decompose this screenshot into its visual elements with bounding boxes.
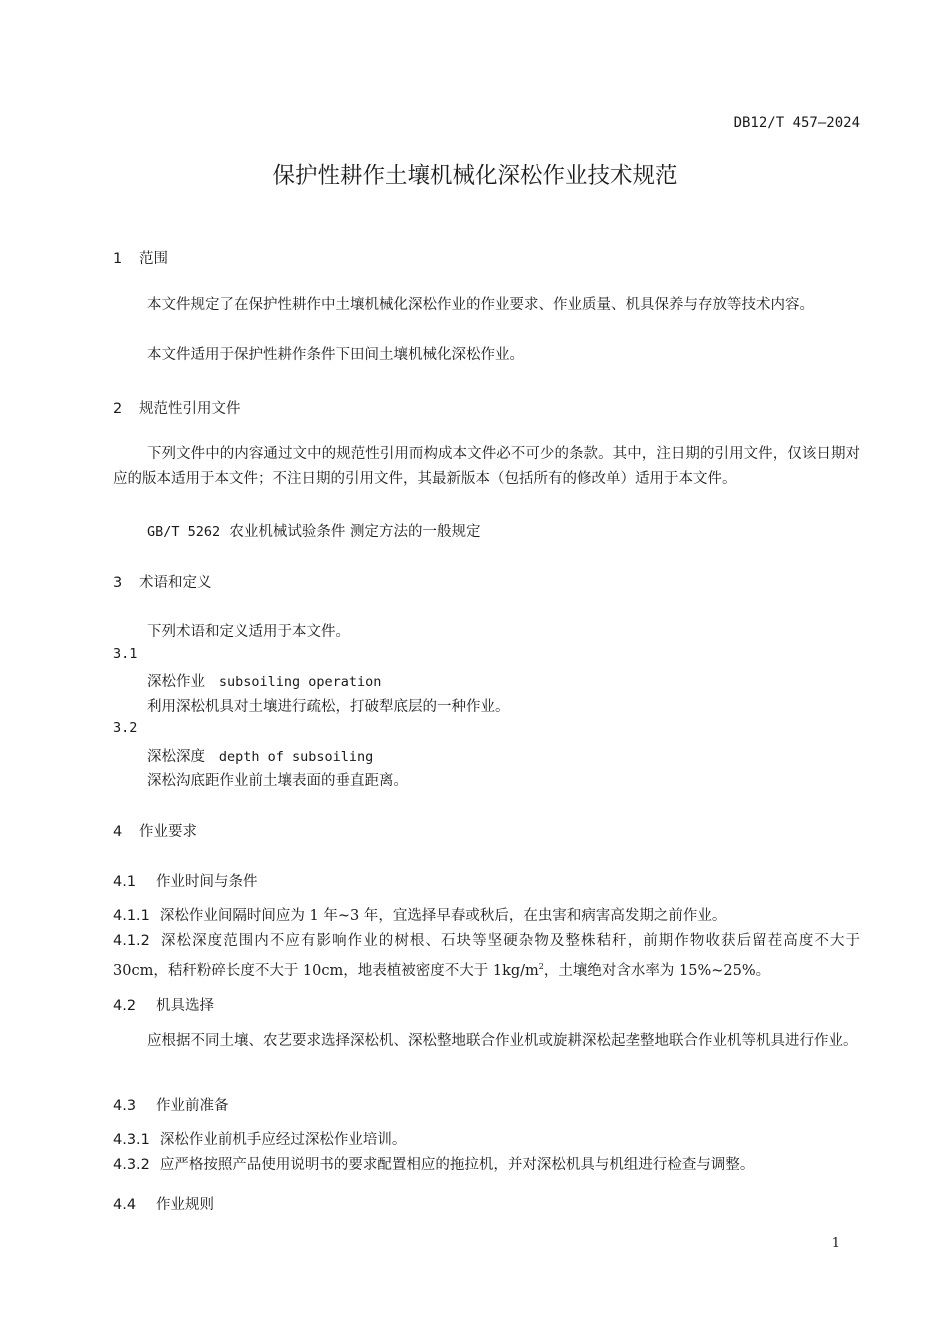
section-4-3-heading bbox=[113, 1094, 229, 1115]
clause-text: 深松作业间隔时间应为 1 年~3 年，宜选择早春或秋后，在虫害和病害高发期之前作业。 bbox=[159, 908, 727, 924]
section-1-paragraph-2: 本文件适用于保护性耕作条件下田间土壤机械化深松作业。 bbox=[147, 347, 524, 363]
section-4-heading bbox=[113, 820, 197, 841]
section-title: 作业前准备 bbox=[156, 1098, 229, 1114]
section-title: 术语和定义 bbox=[139, 575, 212, 591]
section-title: 范围 bbox=[139, 251, 168, 267]
section-4-4-heading bbox=[113, 1193, 214, 1214]
term-2-definition: 深松沟底距作业前土壤表面的垂直距离。 bbox=[147, 773, 408, 789]
section-2-heading bbox=[113, 397, 241, 418]
clause-4-1-2 bbox=[113, 929, 860, 984]
clause-4-1-1 bbox=[113, 904, 860, 929]
term-2-number: 3.2 bbox=[113, 720, 138, 736]
section-number: 4.1 bbox=[113, 874, 137, 890]
section-number: 4.2 bbox=[113, 998, 137, 1014]
document-title: 保护性耕作土壤机械化深松作业技术规范 bbox=[272, 163, 678, 189]
section-number: 4.3 bbox=[113, 1098, 137, 1114]
section-4-1-heading bbox=[113, 870, 258, 891]
superscript: 2 bbox=[538, 962, 544, 971]
term-2-heading bbox=[147, 745, 373, 766]
section-4-2-paragraph: 应根据不同土壤、农艺要求选择深松机、深松整地联合作业机或旋耕深松起垄整地联合作业机等机具进行作业。 bbox=[147, 1033, 858, 1049]
section-number: 3 bbox=[113, 575, 123, 591]
section-title: 规范性引用文件 bbox=[139, 401, 241, 417]
clause-4-3-2 bbox=[113, 1153, 860, 1178]
clause-text: 应严格按照产品使用说明书的要求配置相应的拖拉机，并对深松机具与机组进行检查与调整。 bbox=[159, 1157, 755, 1173]
section-number: 4.4 bbox=[113, 1197, 137, 1213]
term-2-name: 深松深度 bbox=[147, 749, 205, 765]
reference-title: 农业机械试验条件 测定方法的一般规定 bbox=[229, 524, 481, 540]
section-3-heading bbox=[113, 571, 212, 592]
term-1-english: subsoiling operation bbox=[218, 674, 382, 690]
section-title: 作业规则 bbox=[156, 1197, 214, 1213]
clause-text: 深松深度范围内不应有影响作业的树根、石块等坚硬杂物及整株秸秆，前期作物收获后留茬高度不大于 30cm，秸秆粉碎长度不大于 10cm，地表植被密度不大于 1kg/m bbox=[113, 933, 860, 979]
section-1-heading bbox=[113, 247, 168, 268]
terms-intro: 下列术语和定义适用于本文件。 bbox=[147, 624, 350, 640]
section-number: 1 bbox=[113, 251, 123, 267]
reference-code: GB/T 5262 bbox=[147, 524, 221, 540]
page-number: 1 bbox=[831, 1236, 840, 1251]
term-1-name: 深松作业 bbox=[147, 674, 205, 690]
clause-number: 4.3.2 bbox=[113, 1157, 150, 1173]
section-number: 2 bbox=[113, 401, 123, 417]
section-title: 机具选择 bbox=[156, 998, 214, 1014]
section-title: 作业时间与条件 bbox=[156, 874, 258, 890]
document-number: DB12/T 457—2024 bbox=[733, 115, 860, 131]
section-1-paragraph-1: 本文件规定了在保护性耕作中土壤机械化深松作业的作业要求、作业质量、机具保养与存放等技术内容。 bbox=[147, 297, 814, 313]
clause-number: 4.3.1 bbox=[113, 1132, 150, 1148]
term-1-number: 3.1 bbox=[113, 646, 138, 662]
clause-text-continued: ，土壤绝对含水率为 15%~25%。 bbox=[543, 962, 771, 979]
term-2-english: depth of subsoiling bbox=[218, 749, 374, 765]
section-4-2-heading bbox=[113, 994, 214, 1015]
section-title: 作业要求 bbox=[139, 824, 197, 840]
term-1-heading bbox=[147, 670, 381, 691]
section-number: 4 bbox=[113, 824, 123, 840]
clause-number: 4.1.2 bbox=[113, 933, 150, 949]
clause-number: 4.1.1 bbox=[113, 908, 150, 924]
clause-text: 深松作业前机手应经过深松作业培训。 bbox=[159, 1132, 407, 1148]
normative-reference bbox=[147, 520, 480, 541]
clause-4-3-1 bbox=[113, 1128, 860, 1153]
term-1-definition: 利用深松机具对土壤进行疏松，打破犁底层的一种作业。 bbox=[147, 699, 510, 715]
section-2-paragraph-1: 下列文件中的内容通过文中的规范性引用而构成本文件必不可少的条款。其中，注日期的引用文件，仅该日期对应的版本适用于本文件；不注日期的引用文件，其最新版本（包括所有的修改单）适用于本文件。 bbox=[113, 446, 860, 487]
